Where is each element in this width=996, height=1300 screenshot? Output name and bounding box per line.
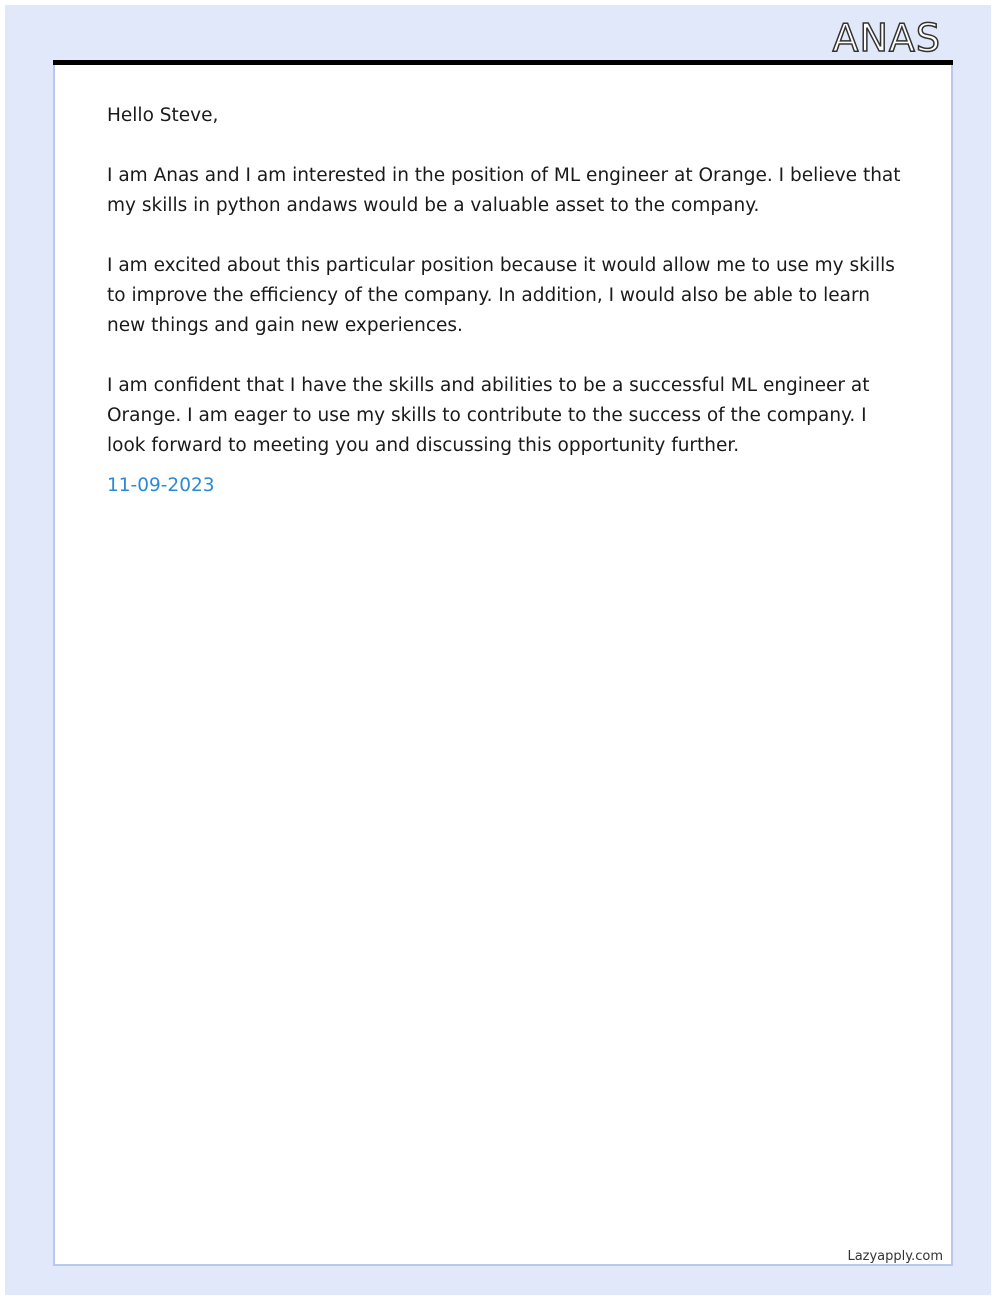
- letter-paragraph: I am Anas and I am interested in the position of ML engineer at Orange. I believe that my skills in python andaws would be a valuable asset to the company.: [107, 165, 901, 216]
- letter-paragraph: I am excited about this particular position because it would allow me to use my skills to improve the efficiency of the company. In addition, I would also be able to learn new things and gain new experiences.: [107, 255, 895, 336]
- letter-sheet: [53, 65, 953, 1266]
- letter-greeting: Hello Steve,: [107, 105, 219, 126]
- letter-date: 11-09-2023: [107, 475, 215, 496]
- page-background: [5, 5, 991, 1295]
- letter-paragraph: I am confident that I have the skills and abilities to be a successful ML engineer at Orange. I am eager to use my skills to contribute to the success of the company. I look forward to meeting you and discussing this opportunity further.: [107, 375, 870, 456]
- brand-name: ANAS: [832, 16, 941, 60]
- letter-body: [107, 101, 907, 501]
- footer-watermark: Lazyapply.com: [847, 1249, 943, 1264]
